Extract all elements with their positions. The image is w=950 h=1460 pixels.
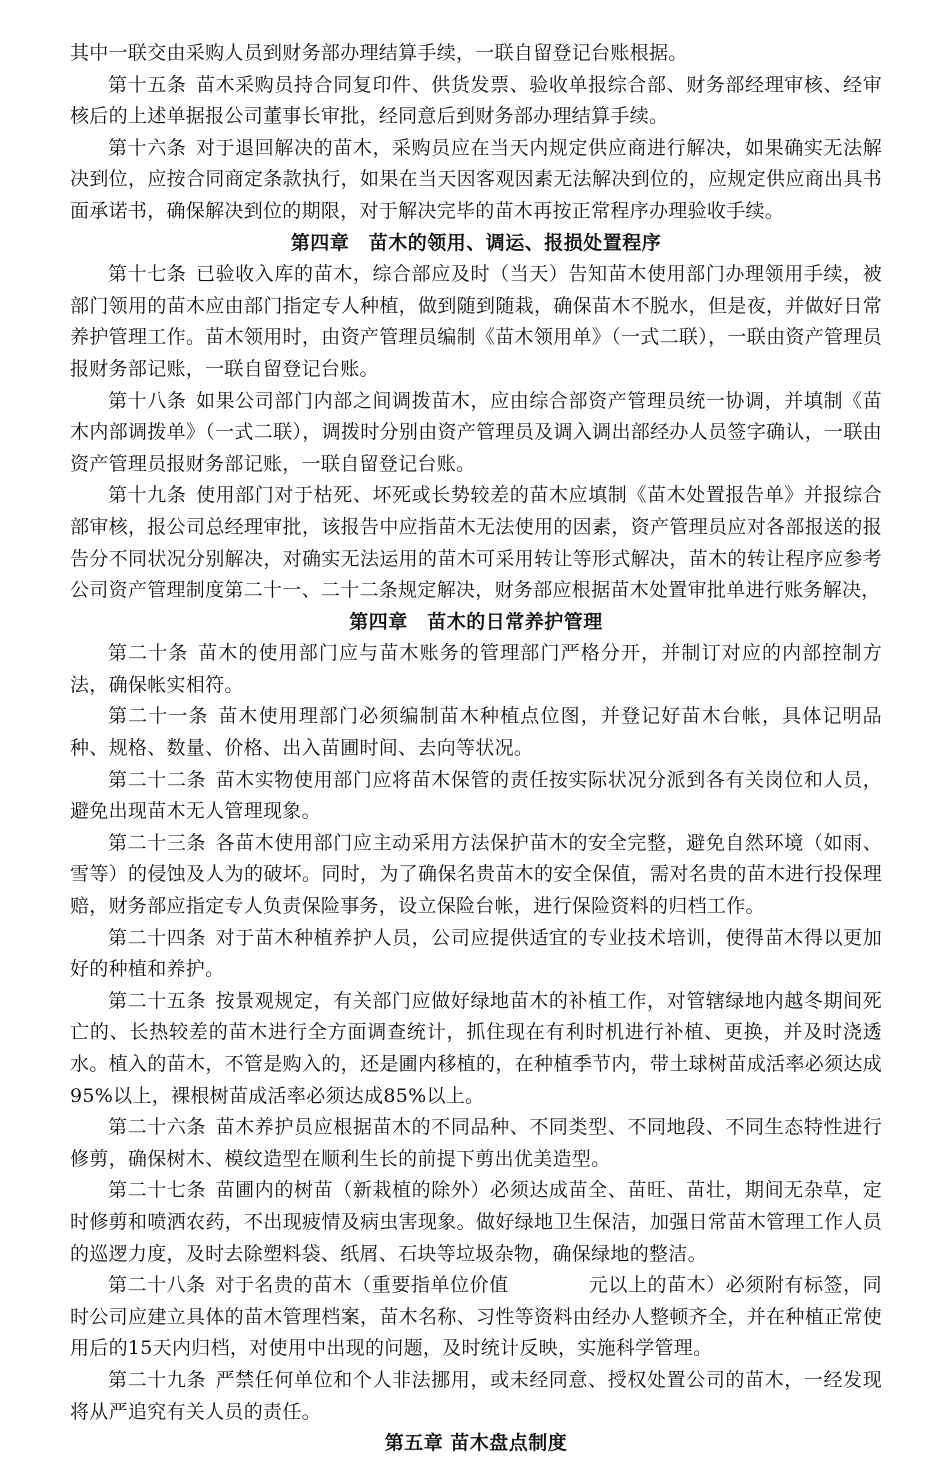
article-text: 严禁任何单位和个人非法挪用，或未经同意、授权处置公司的苗木，一经发现将从严追究有关人员的责任。	[70, 1368, 882, 1423]
article-23	[70, 828, 882, 923]
chapter-heading-4b: 第四章 苗木的日常养护管理	[349, 610, 603, 633]
article-label: 第二十四条	[108, 926, 207, 949]
article-label: 第二十一条	[108, 705, 209, 728]
article-19	[70, 480, 882, 606]
article-15	[70, 70, 882, 133]
document-page	[70, 38, 882, 1460]
chapter-heading-4a: 第四章 苗木的领用、调运、报损处置程序	[290, 231, 662, 254]
article-18	[70, 386, 882, 481]
article-27	[70, 1175, 882, 1270]
article-22	[70, 765, 882, 828]
article-text: 按景观规定，有关部门应做好绿地苗木的补植工作，对管辖绿地内越冬期间死亡的、长热较差的苗木进行全方面调查统计，抓住现在有利时机进行补植、更换，并及时浇透水。植入的苗木，不管是购入的，还是圃内移植的，在种植季节内，带土球树苗成活率必须达成95%以上，裸根树苗成活率必须达成85%以上。	[70, 989, 882, 1107]
article-16	[70, 133, 882, 228]
article-text: 苗木的使用部门应与苗木账务的管理部门严格分开，并制订对应的内部控制方法，确保帐实相符。	[70, 642, 882, 696]
article-text-after-blank: 元以上的苗木）必须附有标签，同时公司应建立具体的苗木管理档案，苗木名称、习性等资料由经办人整顿齐全，并在种植正常使用后的15天内归档，对使用中出现的问题，及时统计反映，实施科学管理。	[70, 1274, 882, 1360]
article-21	[70, 701, 882, 764]
article-label: 第二十条	[108, 642, 189, 665]
article-label: 第二十六条	[108, 1116, 207, 1139]
article-20	[70, 638, 882, 701]
article-29	[70, 1365, 882, 1428]
article-28	[70, 1270, 882, 1365]
article-label: 第二十八条	[108, 1274, 206, 1297]
article-text: 苗木使用理部门必须编制苗木种植点位图，并登记好苗木台帐，具体记明品种、规格、数量、价格、出入苗圃时间、去向等状况。	[70, 705, 882, 760]
article-17	[70, 259, 882, 385]
article-text: 苗木养护员应根据苗木的不同品种、不同类型、不同地段、不同生态特性进行修剪，确保树木、模纹造型在顺利生长的前提下剪出优美造型。	[70, 1116, 882, 1170]
article-label: 第十九条	[108, 484, 187, 507]
article-text: 对于苗木种植养护人员，公司应提供适宜的专业技术培训，使得苗木得以更加好的种植和养护。	[70, 926, 882, 981]
article-25	[70, 986, 882, 1112]
article-text: 对于退回解决的苗木，采购员应在当天内规定供应商进行解决，如果确实无法解决到位，应按合同商定条款执行，如果在当天因客观因素无法解决到位的，应规定供应商出具书面承诺书，确保解决到位的期限，对于解决完毕的苗木再按正常程序办理验收手续。	[70, 136, 882, 222]
article-label: 第二十二条	[108, 768, 207, 791]
article-26	[70, 1112, 882, 1175]
article-label: 第十七条	[108, 263, 187, 286]
continuation-paragraph: 其中一联交由采购人员到财务部办理结算手续，一联自留登记台账根据。	[70, 42, 688, 64]
article-label: 第十五条	[108, 73, 187, 96]
article-text: 已验收入库的苗木，综合部应及时（当天）告知苗木使用部门办理领用手续，被部门领用的苗木应由部门指定专人种植，做到随到随栽，确保苗木不脱水，但是夜，并做好日常养护管理工作。苗木领用时，由资产管理员编制《苗木领用单》（一式二联），一联由资产管理员报财务部记账，一联自留登记台账。	[70, 263, 882, 380]
article-text: 苗木采购员持合同复印件、供货发票、验收单报综合部、财务部经理审核、经审核后的上述单据报公司董事长审批，经同意后到财务部办理结算手续。	[70, 73, 882, 128]
chapter-heading-5: 第五章 苗木盘点制度	[384, 1432, 568, 1455]
article-label: 第二十九条	[108, 1368, 207, 1391]
article-text-before-blank: 对于名贵的苗木（重要指单位价值	[215, 1274, 509, 1297]
article-label: 第十六条	[108, 136, 187, 159]
article-label: 第二十五条	[108, 989, 207, 1012]
article-text: 如果公司部门内部之间调拨苗木，应由综合部资产管理员统一协调，并填制《苗木内部调拨单》（一式二联），调拨时分别由资产管理员及调入调出部经办人员签字确认，一联由资产管理员报财务部记账，一联自留登记台账。	[70, 389, 882, 475]
article-24	[70, 923, 882, 986]
article-label: 第十八条	[108, 389, 187, 412]
article-text: 各苗木使用部门应主动采用方法保护苗木的安全完整，避免自然环境（如雨、雪等）的侵蚀及人为的破坏。同时，为了确保名贵苗木的安全保值，需对名贵的苗木进行投保理赔，财务部应指定专人负责保险事务，设立保险台帐，进行保险资料的归档工作。	[70, 831, 882, 918]
article-text: 使用部门对于枯死、坏死或长势较差的苗木应填制《苗木处置报告单》并报综合部审核，报公司总经理审批，该报告中应指苗木无法使用的因素，资产管理员应对各部报送的报告分不同状况分别解决，对确实无法运用的苗木可采用转让等形式解决，苗木的转让程序应参考公司资产管理制度第二十一、二十二条规定解决，财务部应根据苗木处置审批单进行账务解决，	[70, 484, 882, 602]
article-label: 第二十七条	[108, 1179, 207, 1202]
article-label: 第二十三条	[108, 831, 207, 854]
article-text: 苗圃内的树苗（新栽植的除外）必须达成苗全、苗旺、苗壮，期间无杂草，定时修剪和喷洒农药，不出现疲情及病虫害现象。做好绿地卫生保洁，加强日常苗木管理工作人员的巡逻力度，及时去除塑料袋、纸屑、石块等垃圾杂物，确保绿地的整洁。	[70, 1179, 882, 1265]
article-text: 苗木实物使用部门应将苗木保管的责任按实际状况分派到各有关岗位和人员，避免出现苗木无人管理现象。	[70, 768, 882, 823]
